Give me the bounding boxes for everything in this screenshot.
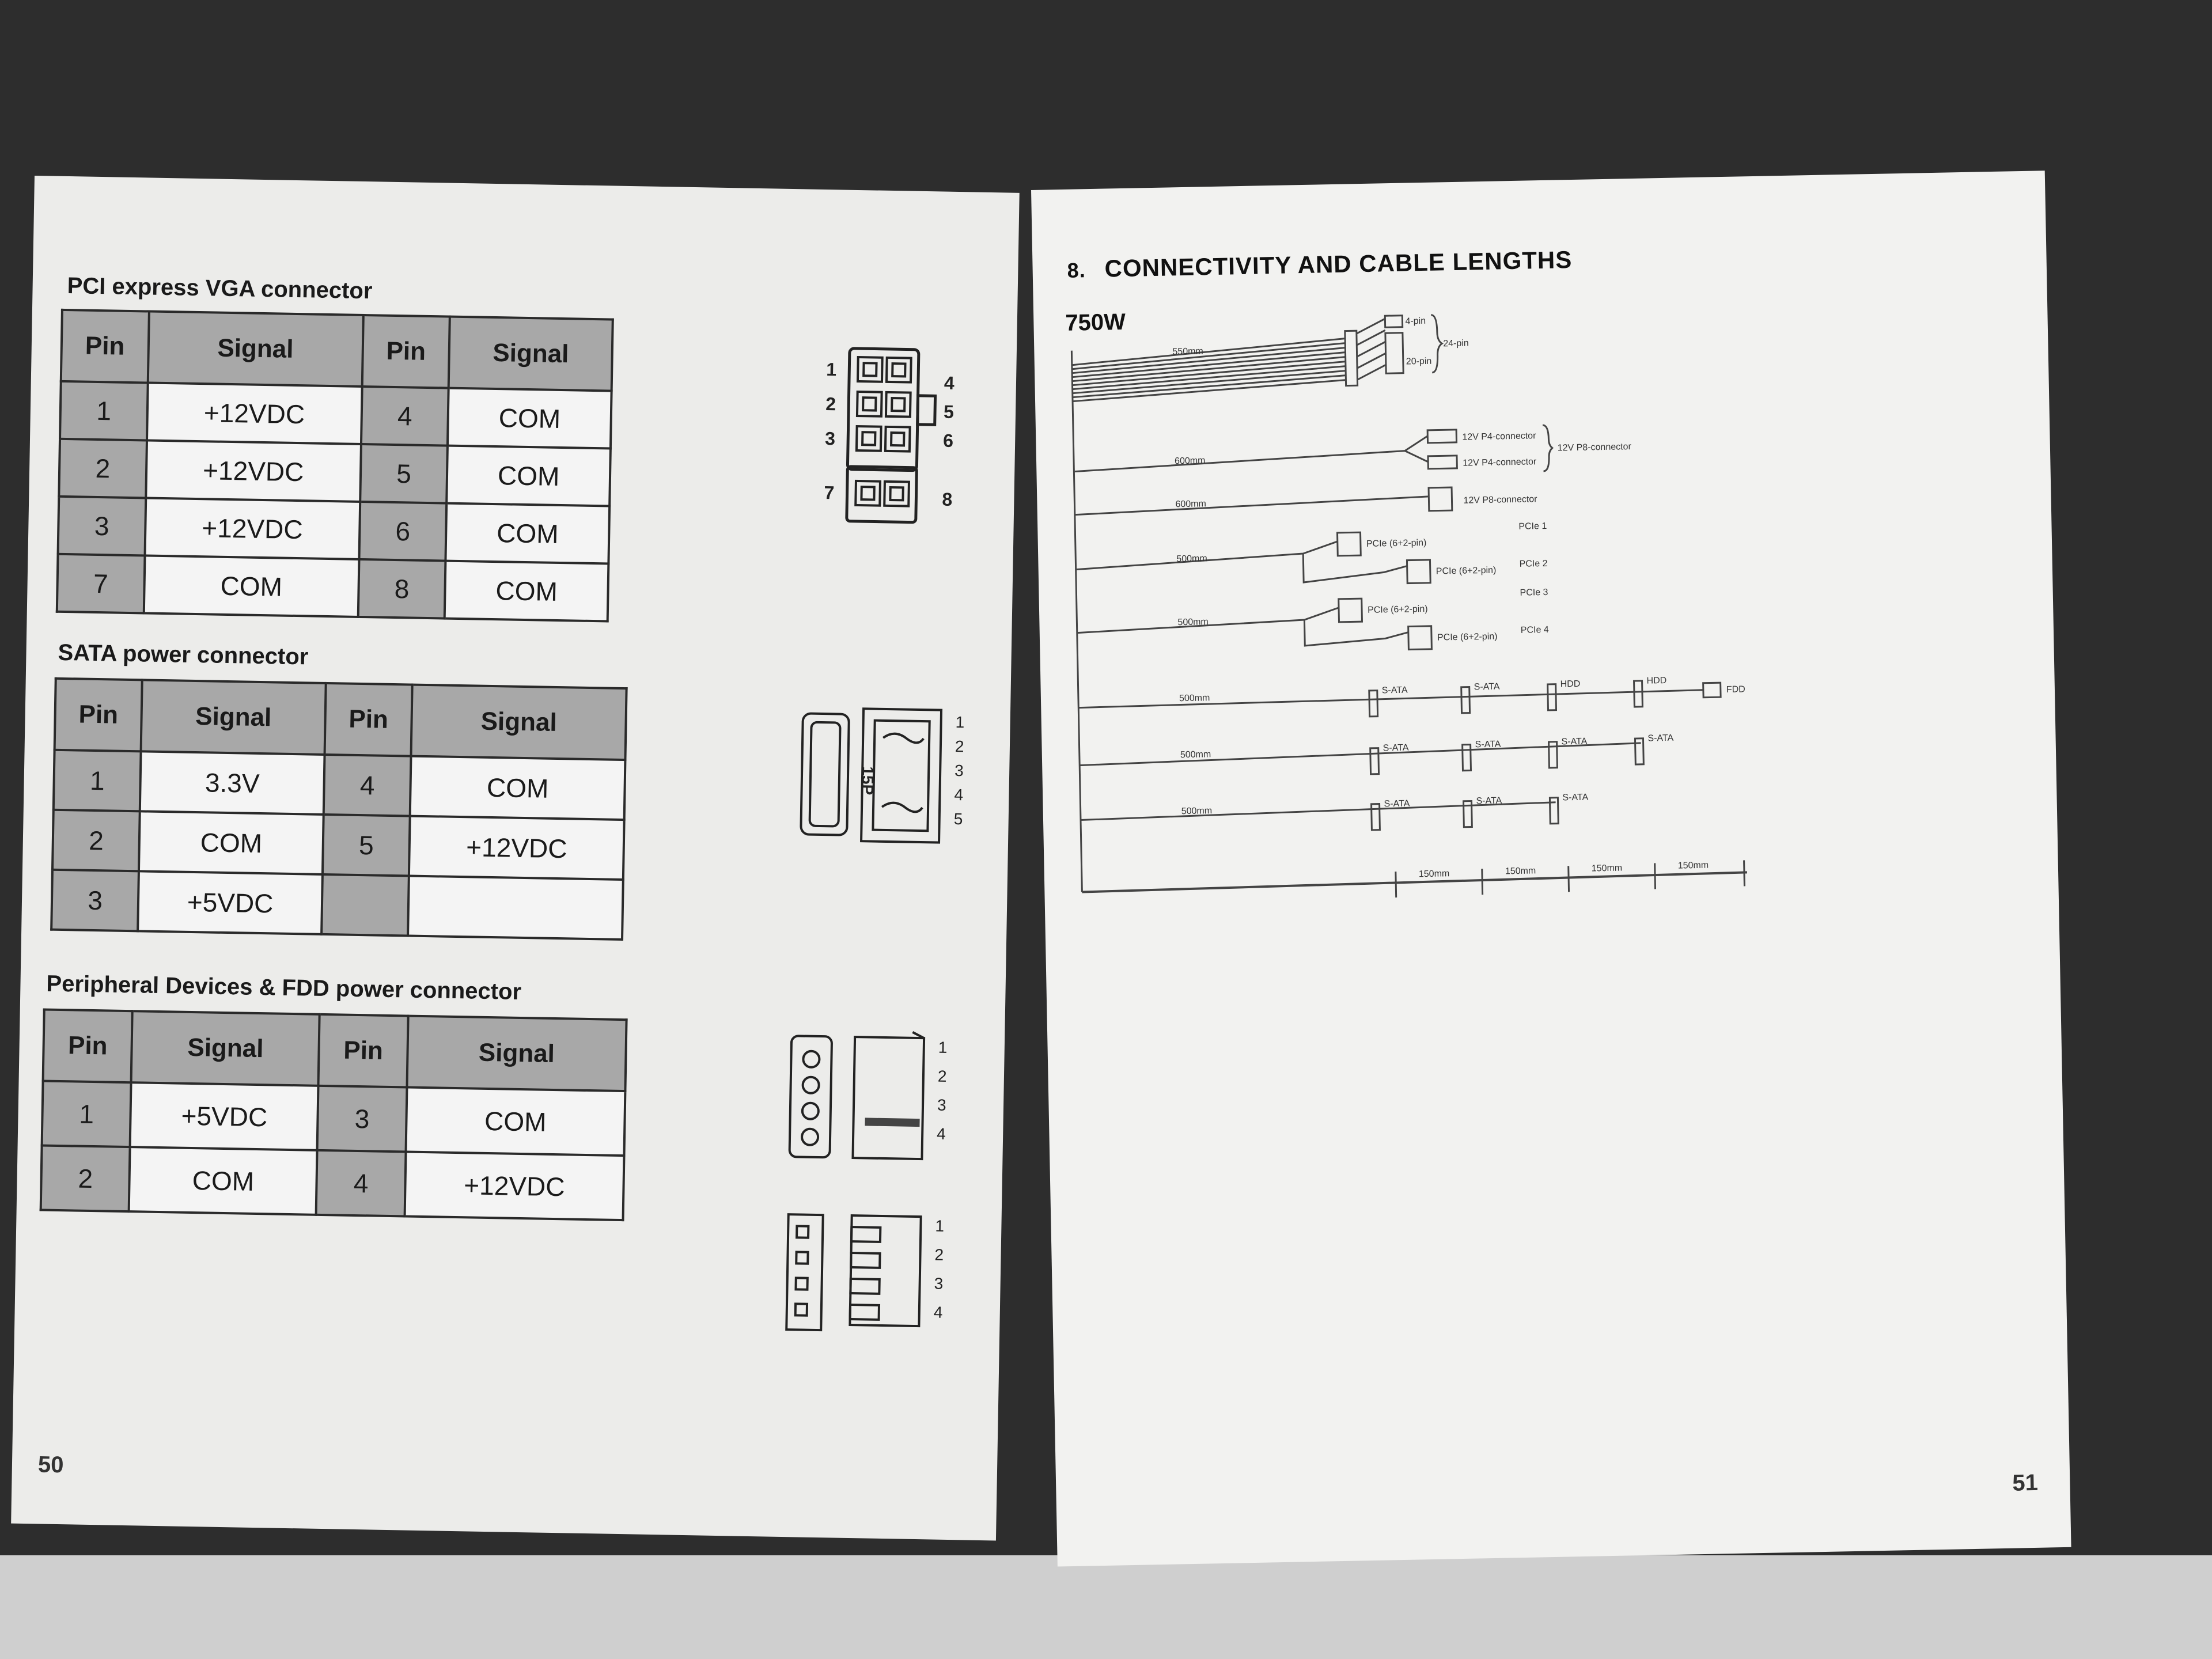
pin-number: 2 xyxy=(955,737,964,756)
pin-number: 1 xyxy=(826,359,837,380)
pin-cell: 2 xyxy=(59,439,146,498)
pin-cell: 5 xyxy=(323,815,410,876)
connector-label: S-ATA xyxy=(1647,733,1674,744)
connector-label: S-ATA xyxy=(1562,792,1589,803)
header-signal: Signal xyxy=(147,311,363,386)
signal-cell: +12VDC xyxy=(147,382,362,444)
section-title: CONNECTIVITY AND CABLE LENGTHS xyxy=(1104,245,1573,282)
pin-cell: 6 xyxy=(359,502,446,561)
table-row xyxy=(41,1145,624,1220)
table-row xyxy=(58,497,610,564)
pin-number: 7 xyxy=(824,482,835,503)
cable-length: 500mm xyxy=(1180,749,1211,760)
connector-label: 12V P8-connector xyxy=(1557,442,1631,453)
table-row xyxy=(57,554,609,622)
signal-cell: +5VDC xyxy=(130,1082,319,1150)
scale-label: 150mm xyxy=(1591,863,1623,874)
pin-number: 6 xyxy=(942,430,954,451)
signal-cell: COM xyxy=(406,1088,625,1156)
connector-label: FDD xyxy=(1726,684,1745,695)
header-pin: Pin xyxy=(362,315,450,388)
cable-length-diagram xyxy=(1056,291,1789,950)
sata-15p-label: 15P xyxy=(858,766,877,796)
connector-label: 12V P4-connector xyxy=(1463,457,1537,468)
header-signal: Signal xyxy=(411,685,627,760)
table-row xyxy=(52,810,624,880)
pin-number: 3 xyxy=(954,762,964,780)
scale-label: 150mm xyxy=(1677,860,1709,871)
molex-key-stripe xyxy=(865,1118,919,1127)
atx-cable-bundle xyxy=(1071,339,1346,402)
header-pin: Pin xyxy=(319,1014,408,1088)
table-row xyxy=(51,870,623,940)
cable-length: 500mm xyxy=(1181,806,1213,817)
header-pin: Pin xyxy=(324,683,412,756)
cable-length: 550mm xyxy=(1172,346,1203,357)
pin-cell: 3 xyxy=(58,497,146,556)
pin-number: 4 xyxy=(954,786,964,804)
cable-length: 500mm xyxy=(1179,693,1210,704)
fdd-connector-diagram xyxy=(775,1203,967,1344)
connector-label: S-ATA xyxy=(1382,743,1409,753)
connector-label: 12V P8-connector xyxy=(1463,494,1537,506)
signal-cell: 3.3V xyxy=(140,751,324,815)
sata-connector-diagram xyxy=(795,702,982,849)
background-surface xyxy=(0,1555,2212,1659)
pin-cell: 1 xyxy=(42,1081,131,1147)
header-signal: Signal xyxy=(131,1011,320,1086)
connector-label: S-ATA xyxy=(1561,736,1588,747)
pin-number: 2 xyxy=(937,1067,947,1085)
pcie-label: PCIe 3 xyxy=(1520,587,1548,598)
pin-cell: 4 xyxy=(324,755,411,816)
peripheral-pin-table xyxy=(40,1008,628,1221)
connector-label: PCIe (6+2-pin) xyxy=(1435,565,1497,577)
pin-number: 4 xyxy=(944,372,955,393)
signal-cell: COM xyxy=(448,388,611,449)
pin-cell: 1 xyxy=(60,381,147,441)
pin-number: 3 xyxy=(937,1096,946,1114)
pin-number: 2 xyxy=(934,1245,944,1264)
pin-cell: 5 xyxy=(360,444,448,503)
connector-label: S-ATA xyxy=(1476,796,1502,806)
connector-label: PCIe (6+2-pin) xyxy=(1437,631,1498,643)
left-page xyxy=(11,176,1020,1540)
pin-cell: 8 xyxy=(358,559,445,619)
table-row xyxy=(54,750,626,820)
header-pin: Pin xyxy=(61,310,149,383)
scale-label: 150mm xyxy=(1505,866,1536,877)
pin-cell: 2 xyxy=(41,1145,130,1211)
cable-length: 600mm xyxy=(1174,456,1206,467)
connector-label: HDD xyxy=(1646,675,1667,686)
pin-number: 1 xyxy=(938,1038,948,1056)
pin-cell: 2 xyxy=(52,810,140,872)
connector-label: S-ATA xyxy=(1474,681,1500,692)
header-signal: Signal xyxy=(449,317,613,391)
pin-number: 3 xyxy=(934,1274,944,1293)
pin-number: 5 xyxy=(953,810,963,828)
connector-label: 12V P4-connector xyxy=(1462,431,1536,442)
cable-length: 600mm xyxy=(1175,499,1207,510)
page-number: 50 xyxy=(37,1452,64,1478)
pcie-label: PCIe 2 xyxy=(1519,558,1548,569)
pin-cell: 1 xyxy=(54,750,141,812)
header-signal: Signal xyxy=(141,680,326,755)
cable-length: 500mm xyxy=(1177,617,1209,628)
pin-number: 4 xyxy=(933,1303,943,1321)
signal-cell: +12VDC xyxy=(409,816,624,880)
section-number: 8. xyxy=(1067,258,1086,282)
connector-label: 20-pin xyxy=(1406,356,1432,367)
header-pin: Pin xyxy=(55,679,142,752)
connector-label: PCIe (6+2-pin) xyxy=(1367,604,1428,615)
pin-number: 3 xyxy=(824,428,836,449)
pcie-label: PCIe 4 xyxy=(1520,624,1549,635)
peripheral-section-title: Peripheral Devices & FDD power connector xyxy=(46,971,522,1005)
pci-pin-table xyxy=(56,309,614,623)
signal-cell: COM xyxy=(143,555,359,616)
signal-cell: +5VDC xyxy=(138,871,322,934)
signal-cell: +12VDC xyxy=(146,440,361,501)
sata-section-title: SATA power connector xyxy=(58,639,309,670)
pin-cell: 4 xyxy=(316,1150,406,1217)
table-row xyxy=(59,439,611,506)
signal-cell: +12VDC xyxy=(404,1152,624,1221)
header-signal: Signal xyxy=(407,1016,626,1092)
pin-number: 4 xyxy=(936,1124,946,1143)
wattage-label: 750W xyxy=(1065,309,1126,336)
pin-number: 5 xyxy=(943,401,955,422)
connector-label: S-ATA xyxy=(1475,739,1501,750)
pin-number: 1 xyxy=(955,713,965,732)
pcie-label: PCIe 1 xyxy=(1518,521,1547,532)
scale-label: 150mm xyxy=(1418,869,1450,880)
table-row xyxy=(42,1081,626,1156)
signal-cell xyxy=(408,876,623,940)
connector-label: PCIe (6+2-pin) xyxy=(1366,537,1427,549)
connector-label: 24-pin xyxy=(1443,338,1469,349)
table-row xyxy=(60,381,612,449)
connector-label: S-ATA xyxy=(1384,798,1410,809)
sata-pin-table xyxy=(50,677,628,941)
signal-cell: COM xyxy=(446,446,610,506)
signal-cell: COM xyxy=(410,756,625,820)
pin-number: 8 xyxy=(942,488,953,510)
page-number: 51 xyxy=(2012,1469,2039,1496)
header-pin: Pin xyxy=(43,1010,132,1083)
signal-cell: COM xyxy=(446,503,609,564)
connector-label: S-ATA xyxy=(1381,685,1408,696)
pin-cell: 7 xyxy=(57,554,145,613)
signal-cell: COM xyxy=(139,811,323,874)
signal-cell: COM xyxy=(129,1147,317,1215)
pin-number: 1 xyxy=(935,1217,945,1235)
molex-connector-diagram xyxy=(778,1024,970,1177)
cable-length: 500mm xyxy=(1176,554,1207,565)
connector-label: 4-pin xyxy=(1405,316,1426,327)
right-page xyxy=(1031,171,2071,1566)
pin-cell xyxy=(321,874,409,936)
pcie-8pin-connector-diagram xyxy=(806,342,971,535)
pin-number: 2 xyxy=(825,393,836,415)
pin-cell: 4 xyxy=(361,387,449,446)
pin-cell: 3 xyxy=(317,1086,407,1152)
connector-label: HDD xyxy=(1560,679,1581,690)
pin-cell: 3 xyxy=(51,870,139,931)
pci-section-title: PCI express VGA connector xyxy=(67,273,373,304)
signal-cell: COM xyxy=(445,561,608,622)
signal-cell: +12VDC xyxy=(145,498,360,559)
